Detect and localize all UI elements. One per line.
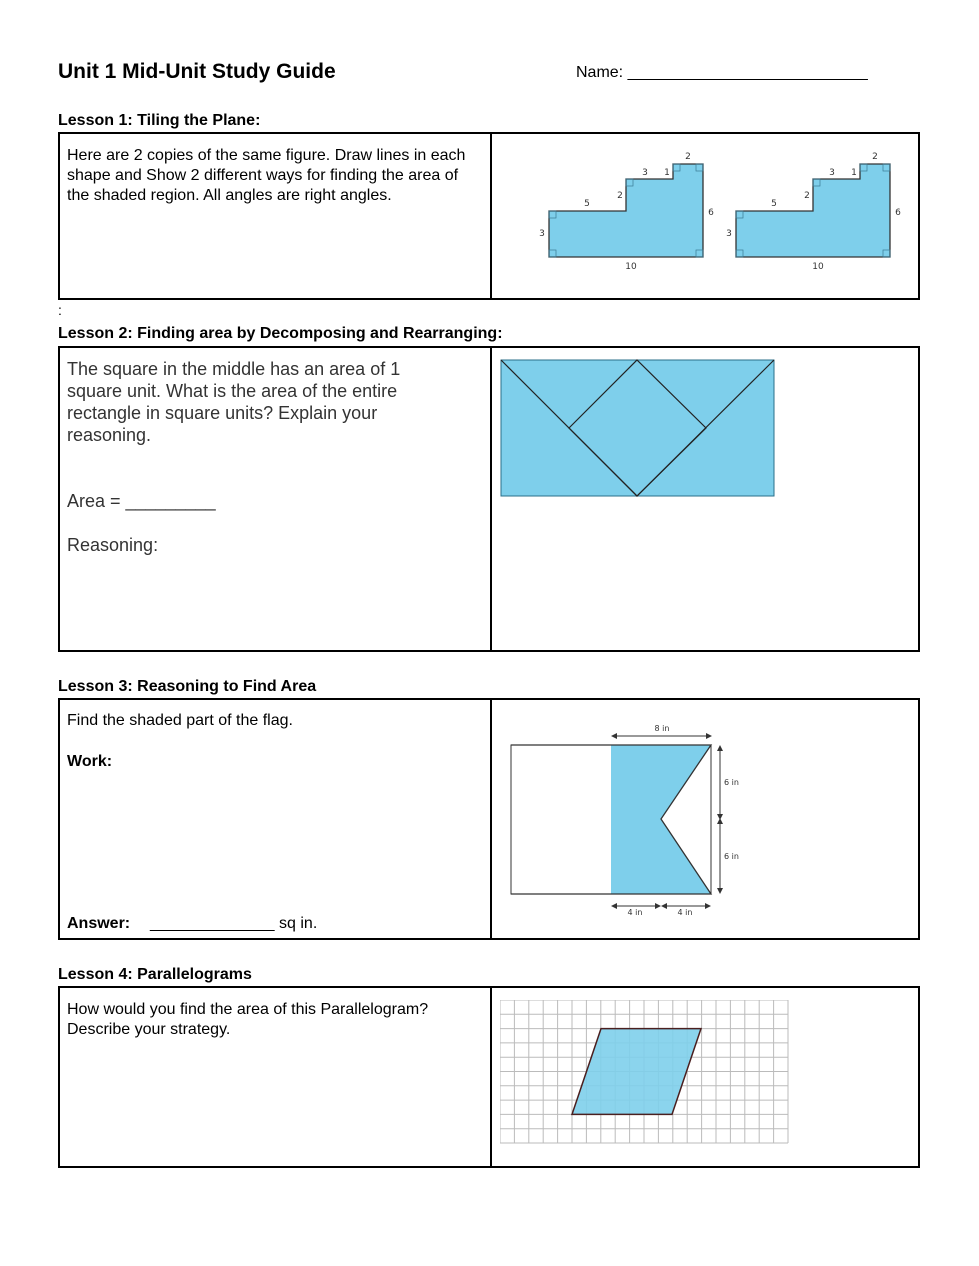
dimension-label: 10	[812, 262, 824, 272]
dimension-label: 2	[685, 152, 691, 162]
stair-figure-2	[726, 152, 901, 272]
dimension-label: 2	[872, 152, 878, 162]
parallelogram	[572, 1029, 701, 1115]
dim-bottom-left: 4 in	[627, 908, 643, 917]
dimension-label: 1	[664, 168, 670, 178]
dimension-label: 6	[895, 208, 901, 218]
answer-label: Answer:	[67, 915, 131, 932]
dimension-label: 1	[851, 168, 857, 178]
dimension-label: 2	[617, 191, 623, 201]
dim-top: 8 in	[654, 724, 670, 733]
lesson2-prompt: The square in the middle has an area of 1 square unit. What is the area of the entire rectangle in square units? Explain your reasoning.	[67, 359, 401, 445]
dimension-label: 3	[642, 168, 648, 178]
reasoning-label: Reasoning:	[67, 535, 159, 555]
dim-right-upper: 6 in	[724, 778, 739, 787]
name-field[interactable]: Name: ___________________________	[576, 64, 868, 81]
lesson4-prompt: How would you find the area of this Parallelogram? Describe your strategy.	[67, 1001, 429, 1038]
dimension-label: 5	[771, 199, 777, 209]
stray-colon: :	[58, 302, 62, 318]
flag-figure	[492, 700, 920, 938]
dimension-label: 10	[625, 262, 637, 272]
dimension-label: 5	[584, 199, 590, 209]
dimension-label: 6	[708, 208, 714, 218]
lesson2-box	[58, 346, 920, 652]
lesson4-heading: Lesson 4: Parallelograms	[58, 966, 252, 983]
dimension-label: 3	[539, 229, 545, 239]
area-answer-field[interactable]: Area = _________	[67, 491, 216, 511]
lesson1-heading: Lesson 1: Tiling the Plane:	[58, 112, 261, 129]
lesson1-figures	[492, 134, 920, 298]
dim-bottom-right: 4 in	[677, 908, 693, 917]
parallelogram-grid	[500, 1000, 790, 1146]
dimension-label: 2	[804, 191, 810, 201]
dim-right-lower: 6 in	[724, 852, 739, 861]
lesson2-heading: Lesson 2: Finding area by Decomposing and Rearranging:	[58, 325, 503, 342]
dimension-label: 3	[726, 229, 732, 239]
dimension-label: 3	[829, 168, 835, 178]
answer-field[interactable]: ______________ sq in.	[150, 915, 318, 932]
page-title: Unit 1 Mid-Unit Study Guide	[58, 60, 336, 83]
stair-figure-1	[539, 152, 714, 272]
work-label: Work:	[67, 753, 113, 770]
lesson1-prompt: Here are 2 copies of the same figure. Draw lines in each shape and Show 2 different ways for finding the area of the shaded region. All angles are right angles.	[67, 147, 466, 204]
lesson3-box	[58, 698, 920, 940]
lesson4-box	[58, 986, 920, 1168]
lesson1-box	[58, 132, 920, 300]
lesson3-prompt: Find the shaded part of the flag.	[67, 712, 293, 729]
tangram-rectangle	[500, 359, 776, 497]
lesson3-heading: Lesson 3: Reasoning to Find Area	[58, 678, 317, 695]
